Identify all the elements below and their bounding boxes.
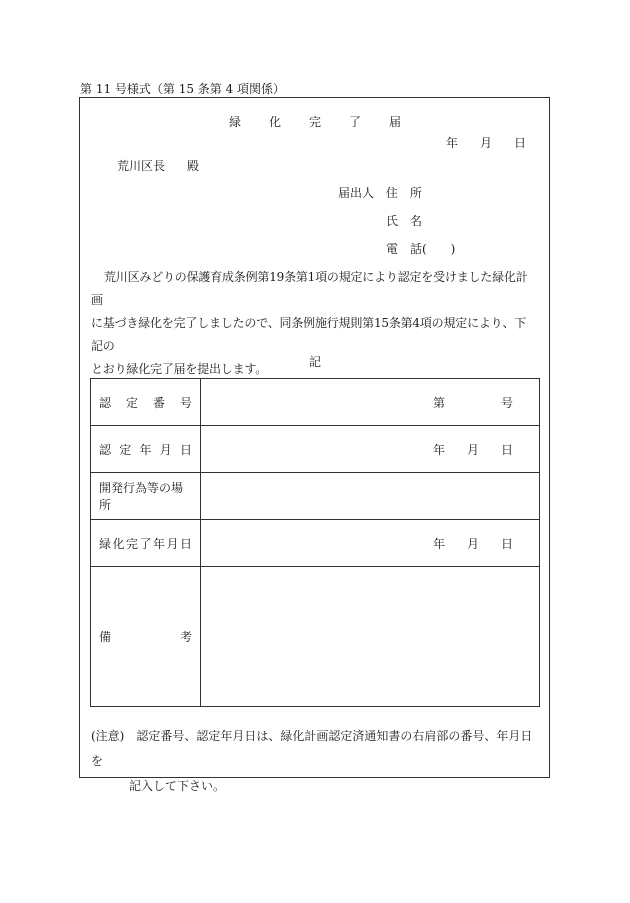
month-label: 月: [466, 442, 479, 457]
number-suffix: 号: [500, 395, 513, 410]
applicant-address-row: [338, 184, 422, 201]
ki-heading: 記: [308, 355, 321, 369]
address-label: 住 所: [385, 186, 422, 200]
addressee: [117, 157, 199, 174]
details-table: [90, 378, 540, 707]
year-label: 年: [433, 442, 446, 457]
body-line-3: とおり緑化完了届を提出します。: [91, 362, 268, 376]
table-row: [91, 520, 540, 567]
cert-date-field[interactable]: [201, 426, 540, 473]
remarks-field[interactable]: [201, 567, 540, 707]
development-location-field[interactable]: [201, 473, 540, 520]
completion-date-field[interactable]: [201, 520, 540, 567]
name-label: 氏 名: [386, 214, 423, 228]
table-row: [91, 473, 540, 520]
development-location-label: 開発行為等の場所: [91, 473, 201, 520]
applicant-role: 届出人: [338, 186, 375, 200]
year-label: 年: [446, 136, 459, 150]
remarks-label: 備考: [91, 567, 201, 707]
completion-date-label: 緑化完了年月日: [91, 520, 201, 567]
note: [91, 724, 541, 799]
applicant-phone-row: [386, 240, 455, 257]
form-number: 第 11 号様式（第 15 条第 4 項関係）: [80, 82, 286, 96]
cert-number-label: 認定番号: [91, 379, 201, 426]
submission-date: [446, 134, 526, 151]
table-row: [91, 426, 540, 473]
table-row: [91, 379, 540, 426]
day-label: 日: [513, 136, 526, 150]
number-prefix: 第: [433, 395, 446, 410]
body-line-1: 荒川区みどりの保護育成条例第19条第1項の規定により認定を受けました緑化計画: [91, 270, 528, 307]
month-label: 月: [466, 536, 479, 551]
day-label: 日: [500, 536, 513, 551]
day-label: 日: [500, 442, 513, 457]
cert-date-label: 認定年月日: [91, 426, 201, 473]
cert-number-field[interactable]: [201, 379, 540, 426]
note-line-2: 記入して下さい。: [129, 779, 226, 793]
month-label: 月: [479, 136, 492, 150]
phone-label: 電 話( ): [386, 242, 456, 256]
year-label: 年: [433, 536, 446, 551]
applicant-name-row: [386, 212, 422, 229]
addressee-name: 荒川区長: [117, 159, 166, 173]
note-line-1: (注意) 認定番号、認定年月日は、緑化計画認定済通知書の右肩部の番号、年月日を: [91, 729, 533, 768]
table-row: [91, 567, 540, 707]
body-line-2: に基づき緑化を完了しましたので、同条例施行規則第15条第4項の規定により、下記の: [91, 316, 527, 353]
addressee-honorific: 殿: [187, 159, 200, 173]
form-title: 緑化完了届: [228, 115, 429, 129]
